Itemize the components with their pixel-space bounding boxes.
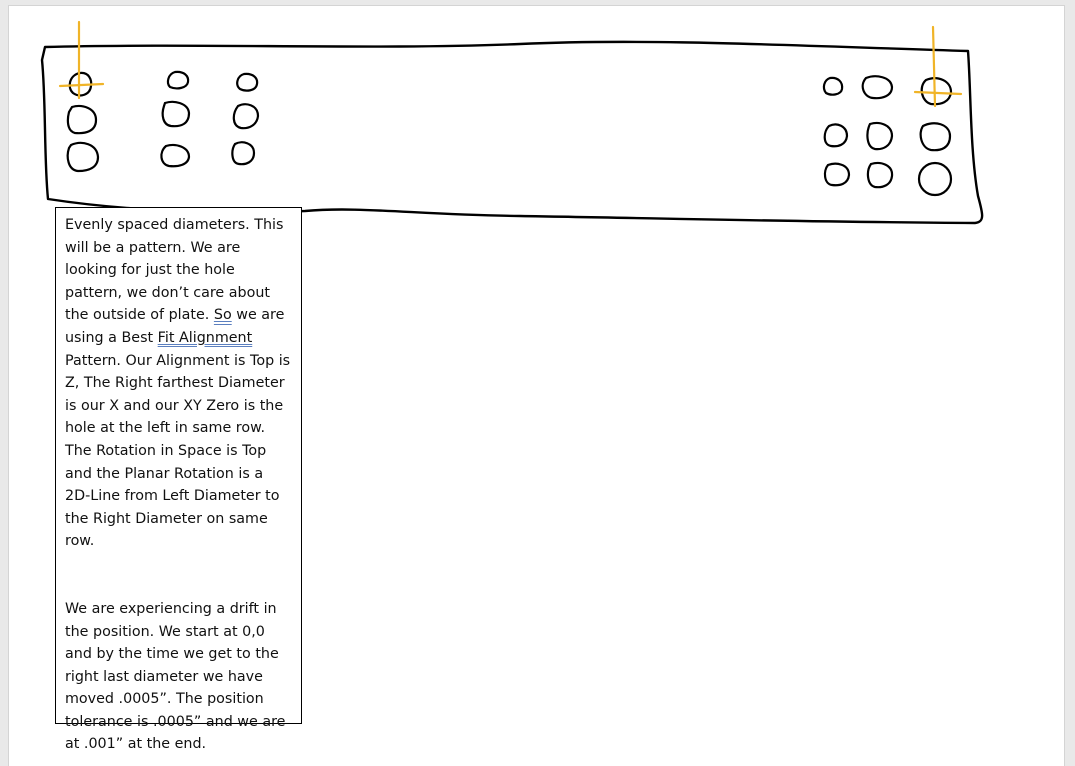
crosshair-icon [60,22,103,98]
spellcheck-word: Fit Alignment [157,329,253,346]
hole-l5 [163,102,189,126]
hole-l2 [68,106,96,133]
hole-l3 [68,143,98,171]
paragraph-gap [65,553,292,598]
hole-r9 [919,163,951,195]
text-run: Pattern. Our Alignment is Top is Z, The Right farthest Diameter is our X and our XY Zero is the hole at the left in same row. The Rotation in Space is Top and the Planar Rotation is a 2D-Line from Left Diameter to the Right Diameter on same row. [65,352,291,550]
hole-l8 [234,104,258,128]
hole-r8 [868,163,892,187]
hole-r5 [867,123,892,149]
hole-r7 [825,164,849,185]
text-run: Evenly spaced diameters. This will be a pattern. We are looking for just the hole pattern, we don’t care about the outside of plate. [65,217,284,324]
hole-r4 [825,124,847,146]
plate-outline [42,42,982,223]
note-paragraph-2: We are experiencing a drift in the position. We start at 0,0 and by the time we get to the right last diameter we have moved .0005”. The position tolerance is .0005” and we are at .001” at the end. [65,600,286,753]
note-textbox[interactable] [55,207,302,753]
hole-r6 [921,123,950,150]
hole-l4 [168,72,188,89]
hole-r2 [863,76,892,98]
text-run: we are using a Best [65,307,285,346]
hole-r1 [824,78,842,95]
hole-l9 [232,142,254,164]
hole-l7 [237,74,257,91]
spellcheck-word: So [213,307,232,324]
hole-l6 [161,145,189,166]
hole-r3 [922,78,951,104]
note-paragraph-1 [65,214,292,553]
